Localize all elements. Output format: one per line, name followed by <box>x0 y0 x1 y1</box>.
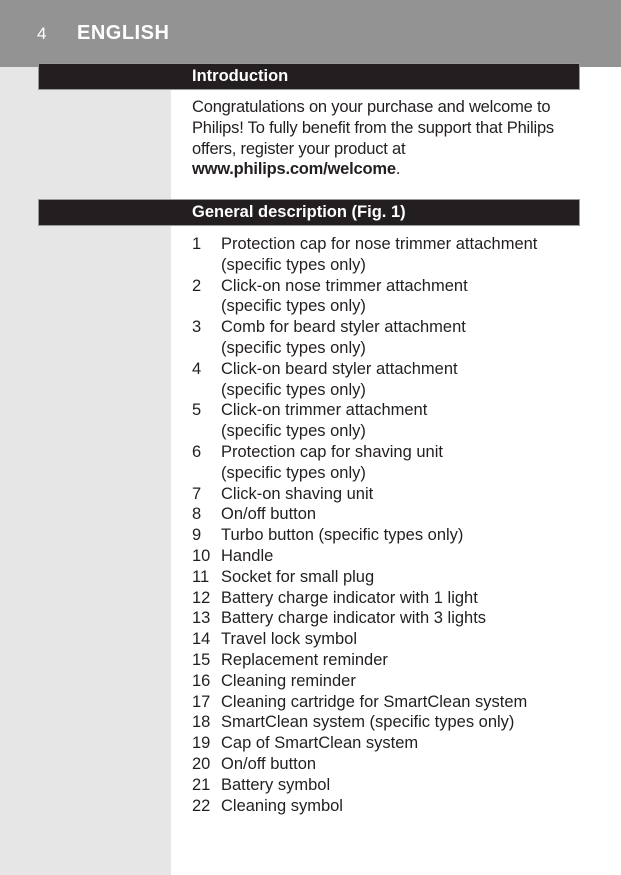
parts-list-item <box>192 650 582 671</box>
item-text-block <box>221 733 582 754</box>
item-note: (specific types only) <box>221 297 366 316</box>
item-text-block <box>221 504 582 525</box>
item-label: SmartClean system (specific types only) <box>221 713 515 732</box>
item-label: Cap of SmartClean system <box>221 734 419 753</box>
item-text-block <box>221 525 582 546</box>
parts-list-item <box>192 629 582 650</box>
introduction-text: Congratulations on your purchase and welcome to Philips! To fully benefit from the support that Philips offers, register your product at <box>192 98 554 158</box>
item-text-block <box>221 671 582 692</box>
introduction-paragraph <box>192 97 572 180</box>
item-label: Click-on trimmer attachment <box>221 401 428 420</box>
item-number: 4 <box>192 359 202 378</box>
item-label: Battery charge indicator with 1 light <box>221 588 478 607</box>
item-number: 7 <box>192 484 202 503</box>
item-number: 8 <box>192 505 202 524</box>
item-number: 16 <box>192 671 211 690</box>
item-number: 15 <box>192 650 211 669</box>
item-label: Cleaning symbol <box>221 796 343 815</box>
item-text-block <box>221 712 582 733</box>
item-label: Click-on shaving unit <box>221 484 374 503</box>
parts-list-item <box>192 567 582 588</box>
item-number: 2 <box>192 276 202 295</box>
introduction-text-end: . <box>395 160 401 179</box>
item-text-block <box>221 608 582 629</box>
page-header <box>0 0 621 67</box>
item-text-block <box>221 650 582 671</box>
item-text-block <box>221 484 582 505</box>
item-label: Click-on nose trimmer attachment <box>221 276 468 295</box>
philips-welcome-link[interactable]: www.philips.com/welcome <box>192 160 396 179</box>
item-text-block <box>221 796 582 817</box>
item-number: 19 <box>192 734 211 753</box>
parts-list-item <box>192 525 582 546</box>
item-label: On/off button <box>221 505 317 524</box>
item-note: (specific types only) <box>221 422 366 441</box>
parts-list-item <box>192 276 582 318</box>
item-text-block <box>221 775 582 796</box>
item-note: (specific types only) <box>221 338 366 357</box>
item-note: (specific types only) <box>221 255 366 274</box>
item-number: 18 <box>192 713 211 732</box>
parts-list-item <box>192 608 582 629</box>
item-number: 20 <box>192 754 211 773</box>
item-label: Replacement reminder <box>221 650 388 669</box>
item-number: 1 <box>192 235 202 253</box>
item-text-block <box>221 400 582 442</box>
item-text-block <box>221 276 582 318</box>
parts-list-item <box>192 546 582 567</box>
parts-list-item <box>192 317 582 359</box>
parts-list-item <box>192 400 582 442</box>
item-label: Handle <box>221 546 274 565</box>
item-label: Socket for small plug <box>221 567 375 586</box>
language-title: ENGLISH <box>77 22 170 44</box>
item-number: 9 <box>192 526 202 545</box>
parts-list-item <box>192 692 582 713</box>
item-number: 17 <box>192 692 211 711</box>
item-text-block <box>221 442 582 484</box>
item-text-block <box>221 567 582 588</box>
parts-list-item <box>192 754 582 775</box>
page-number: 4 <box>37 24 47 43</box>
item-label: Battery charge indicator with 3 lights <box>221 609 487 628</box>
parts-list-item <box>192 733 582 754</box>
item-label: Click-on beard styler attachment <box>221 359 458 378</box>
item-number: 22 <box>192 796 211 815</box>
item-label: Battery symbol <box>221 775 331 794</box>
item-number: 5 <box>192 401 202 420</box>
item-number: 21 <box>192 775 211 794</box>
item-label: Comb for beard styler attachment <box>221 318 466 337</box>
item-number: 6 <box>192 442 202 461</box>
item-number: 14 <box>192 630 211 649</box>
item-label: Turbo button (specific types only) <box>221 526 464 545</box>
parts-list-item <box>192 442 582 484</box>
parts-list-item <box>192 359 582 401</box>
parts-list-item <box>192 484 582 505</box>
parts-list-item <box>192 234 582 276</box>
item-note: (specific types only) <box>221 463 366 482</box>
parts-list-item <box>192 712 582 733</box>
item-text-block <box>221 588 582 609</box>
parts-list-item <box>192 588 582 609</box>
item-label: Cleaning reminder <box>221 671 356 690</box>
general-description-heading: General description (Fig. 1) <box>192 203 406 221</box>
item-label: Protection cap for shaving unit <box>221 442 443 461</box>
item-label: On/off button <box>221 754 317 773</box>
item-note: (specific types only) <box>221 380 366 399</box>
item-number: 13 <box>192 609 211 628</box>
item-number: 11 <box>192 567 210 586</box>
parts-list-item <box>192 775 582 796</box>
introduction-heading-bar <box>38 63 580 90</box>
item-number: 3 <box>192 318 202 337</box>
item-label: Protection cap for nose trimmer attachment <box>221 235 538 253</box>
item-label: Cleaning cartridge for SmartClean system <box>221 692 528 711</box>
parts-list-item <box>192 796 582 817</box>
parts-list-item <box>192 504 582 525</box>
item-text-block <box>221 359 582 401</box>
item-number: 12 <box>192 588 211 607</box>
introduction-heading: Introduction <box>192 67 289 85</box>
item-label: Travel lock symbol <box>221 630 358 649</box>
parts-list-item <box>192 671 582 692</box>
item-text-block <box>221 546 582 567</box>
item-text-block <box>221 629 582 650</box>
item-text-block <box>221 317 582 359</box>
left-margin-column <box>0 67 171 875</box>
item-text-block <box>221 754 582 775</box>
item-number: 10 <box>192 546 211 565</box>
item-text-block <box>221 692 582 713</box>
parts-list <box>192 234 582 816</box>
item-text-block <box>221 234 582 276</box>
